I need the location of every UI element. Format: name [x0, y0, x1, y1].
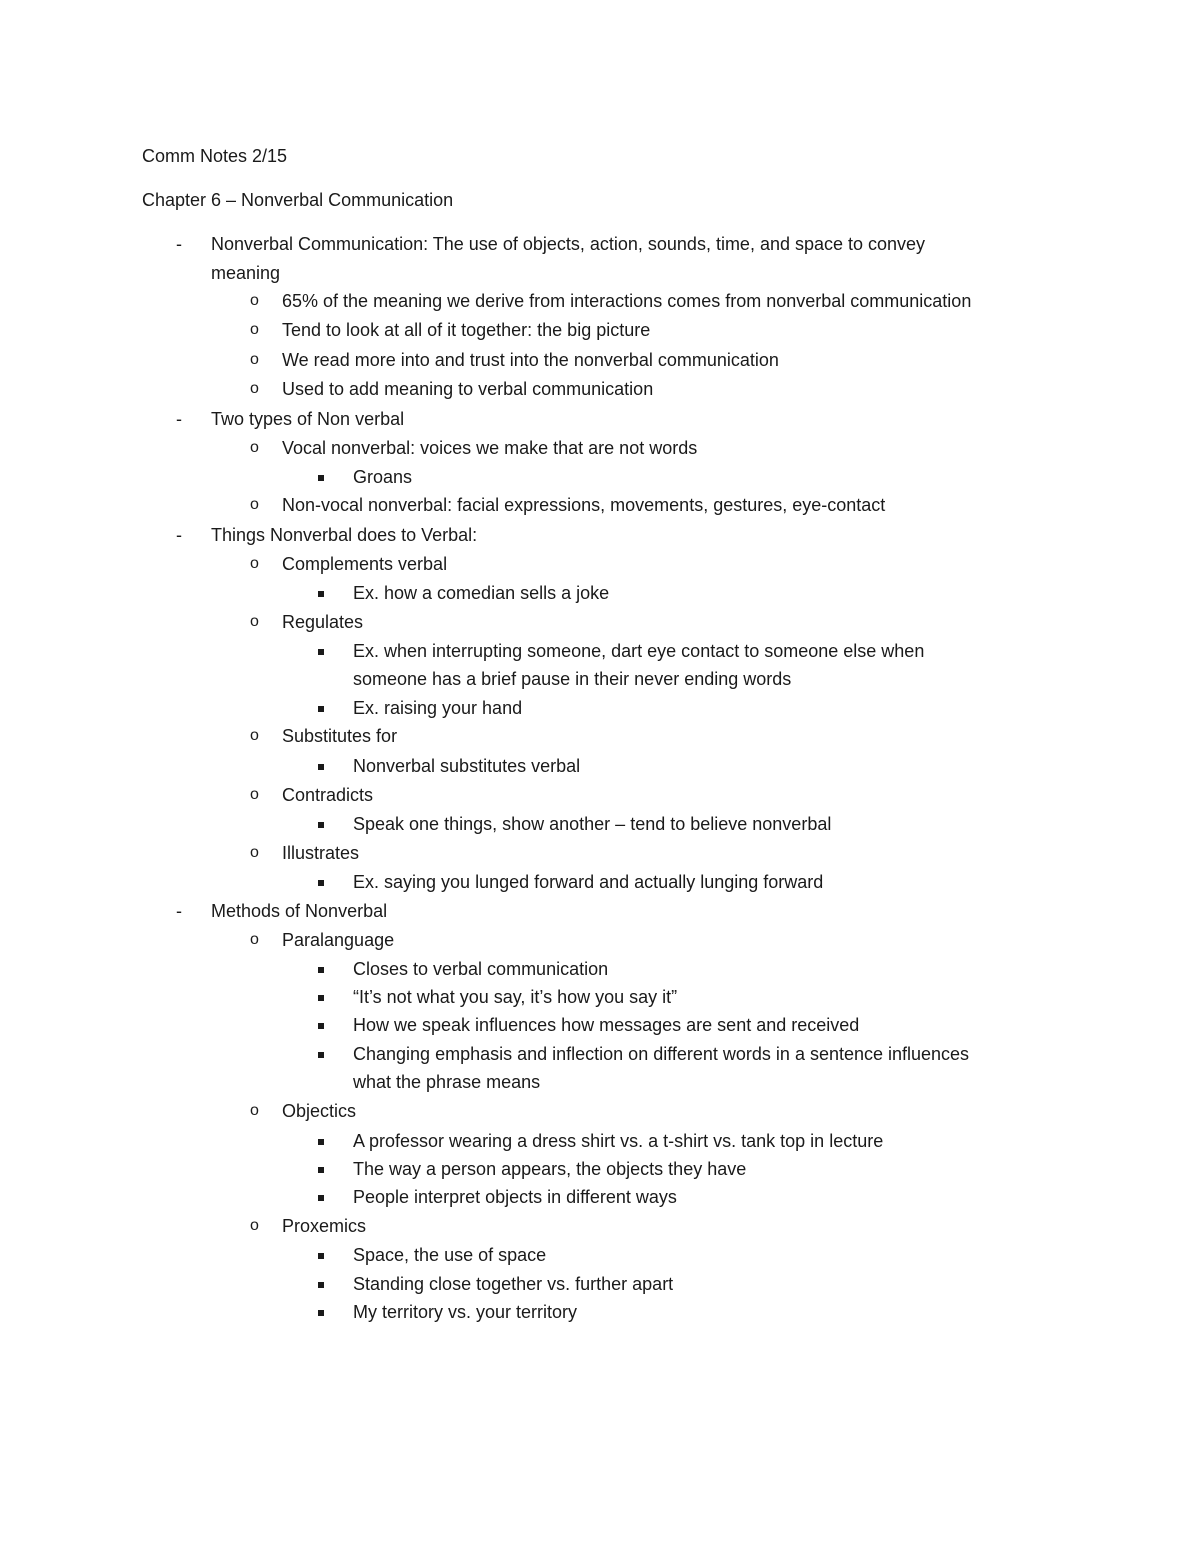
- list-item: A professor wearing a dress shirt vs. a t-shirt vs. tank top in lecture: [353, 1131, 884, 1151]
- list-item: People interpret objects in different ways: [353, 1187, 677, 1207]
- circle-bullet: o: [250, 439, 259, 456]
- list-item: Substitutes for: [282, 726, 398, 746]
- list-item: Contradicts: [282, 785, 374, 805]
- square-bullet-icon: [318, 958, 324, 980]
- square-bullet-icon: [318, 582, 324, 604]
- list-item: Nonverbal substitutes verbal: [353, 756, 581, 776]
- square-bullet-icon: [318, 1130, 324, 1152]
- list-item: Changing emphasis and inflection on different words in a sentence influences: [353, 1044, 970, 1064]
- square-bullet-icon: [318, 1301, 324, 1323]
- list-item: Ex. when interrupting someone, dart eye contact to someone else when: [353, 641, 925, 661]
- square-bullet-icon: [318, 1186, 324, 1208]
- list-item: Ex. how a comedian sells a joke: [353, 583, 610, 603]
- list-item: Methods of Nonverbal: [211, 901, 388, 921]
- dash-bullet: -: [176, 901, 182, 921]
- list-item: Proxemics: [282, 1216, 367, 1236]
- list-item: Regulates: [282, 612, 364, 632]
- list-item: Groans: [353, 467, 413, 487]
- list-item: Tend to look at all of it together: the big picture: [282, 320, 651, 340]
- list-item: The way a person appears, the objects they have: [353, 1159, 747, 1179]
- circle-bullet: o: [250, 613, 259, 630]
- list-item: Ex. saying you lunged forward and actually lunging forward: [353, 872, 824, 892]
- list-item: We read more into and trust into the nonverbal communication: [282, 350, 779, 370]
- circle-bullet: o: [250, 1102, 259, 1119]
- square-bullet-icon: [318, 871, 324, 893]
- list-item: Space, the use of space: [353, 1245, 547, 1265]
- list-item: Ex. raising your hand: [353, 698, 523, 718]
- square-bullet-icon: [318, 697, 324, 719]
- list-item: Illustrates: [282, 843, 360, 863]
- dash-bullet: -: [176, 409, 182, 429]
- list-item-continuation: what the phrase means: [353, 1072, 541, 1092]
- list-item: Nonverbal Communication: The use of objects, action, sounds, time, and space to convey: [211, 234, 926, 254]
- square-bullet-icon: [318, 755, 324, 777]
- list-item: Used to add meaning to verbal communication: [282, 379, 654, 399]
- list-item: Things Nonverbal does to Verbal:: [211, 525, 478, 545]
- list-item: Paralanguage: [282, 930, 395, 950]
- square-bullet-icon: [318, 1244, 324, 1266]
- list-item-continuation: meaning: [211, 263, 281, 283]
- list-item: How we speak influences how messages are sent and received: [353, 1015, 860, 1035]
- circle-bullet: o: [250, 496, 259, 513]
- circle-bullet: o: [250, 931, 259, 948]
- square-bullet-icon: [318, 813, 324, 835]
- list-item: My territory vs. your territory: [353, 1302, 578, 1322]
- square-bullet-icon: [318, 1158, 324, 1180]
- circle-bullet: o: [250, 351, 259, 368]
- list-item: “It’s not what you say, it’s how you say it”: [353, 987, 678, 1007]
- chapter-heading: Chapter 6 – Nonverbal Communication: [142, 190, 454, 210]
- list-item: Non-vocal nonverbal: facial expressions, movements, gestures, eye-contact: [282, 495, 886, 515]
- square-bullet-icon: [318, 986, 324, 1008]
- square-bullet-icon: [318, 466, 324, 488]
- circle-bullet: o: [250, 555, 259, 572]
- dash-bullet: -: [176, 525, 182, 545]
- list-item: Complements verbal: [282, 554, 448, 574]
- list-item: 65% of the meaning we derive from interactions comes from nonverbal communication: [282, 291, 972, 311]
- list-item: Objectics: [282, 1101, 357, 1121]
- circle-bullet: o: [250, 1217, 259, 1234]
- circle-bullet: o: [250, 380, 259, 397]
- list-item-continuation: someone has a brief pause in their never ending words: [353, 669, 792, 689]
- document-title: Comm Notes 2/15: [142, 146, 288, 166]
- list-item: Standing close together vs. further apart: [353, 1274, 674, 1294]
- circle-bullet: o: [250, 292, 259, 309]
- dash-bullet: -: [176, 234, 182, 254]
- circle-bullet: o: [250, 786, 259, 803]
- square-bullet-icon: [318, 640, 324, 662]
- square-bullet-icon: [318, 1273, 324, 1295]
- square-bullet-icon: [318, 1043, 324, 1065]
- list-item: Two types of Non verbal: [211, 409, 405, 429]
- square-bullet-icon: [318, 1014, 324, 1036]
- list-item: Closes to verbal communication: [353, 959, 609, 979]
- list-item: Speak one things, show another – tend to believe nonverbal: [353, 814, 832, 834]
- list-item: Vocal nonverbal: voices we make that are not words: [282, 438, 698, 458]
- circle-bullet: o: [250, 844, 259, 861]
- circle-bullet: o: [250, 727, 259, 744]
- circle-bullet: o: [250, 321, 259, 338]
